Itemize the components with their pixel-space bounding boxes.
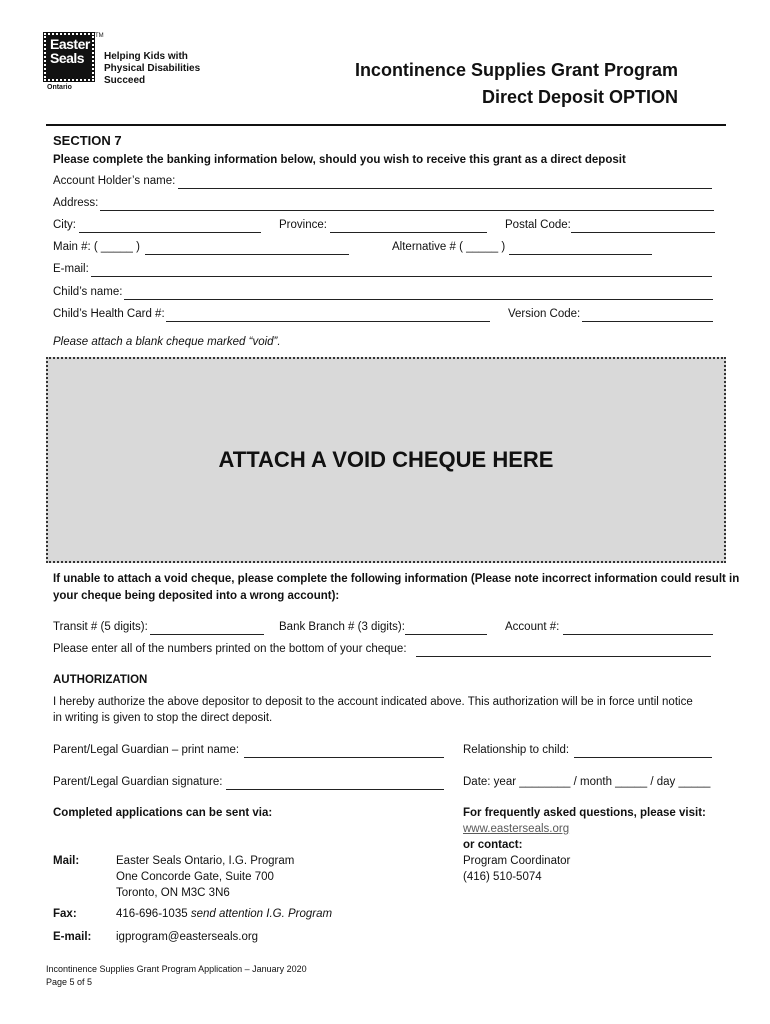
all-numbers-field[interactable]	[416, 656, 711, 657]
province-field[interactable]	[330, 232, 487, 233]
void-cheque-label: ATTACH A VOID CHEQUE HERE	[218, 447, 554, 472]
version-code-field[interactable]	[582, 321, 713, 322]
logo-line1: Easter	[50, 36, 90, 52]
section-heading: SECTION 7	[53, 133, 122, 148]
all-numbers-label: Please enter all of the numbers printed on the bottom of your cheque:	[53, 643, 407, 655]
tagline-line3: Succeed	[104, 75, 146, 86]
email-field[interactable]	[91, 276, 712, 277]
authorization-text-2: in writing is given to stop the direct deposit.	[53, 712, 273, 724]
relationship-field[interactable]	[574, 757, 712, 758]
child-name-label: Child’s name:	[53, 286, 123, 298]
fax-number: 416-696-1035	[116, 908, 188, 920]
guardian-print-label: Parent/Legal Guardian – print name:	[53, 744, 240, 756]
child-name-field[interactable]	[124, 299, 713, 300]
void-alt-instruction-1: If unable to attach a void cheque, please complete the following information (Please note incorrect information could result in	[53, 573, 740, 585]
alt-phone-field[interactable]	[509, 254, 652, 255]
mail-label: Mail:	[53, 855, 80, 867]
coordinator-phone: (416) 510-5074	[463, 871, 542, 883]
address-label: Address:	[53, 197, 99, 209]
mail-line3: Toronto, ON M3C 3N6	[116, 887, 230, 899]
email-address: igprogram@easterseals.org	[116, 931, 259, 943]
authorization-heading: AUTHORIZATION	[53, 674, 148, 686]
account-holder-label: Account Holder’s name:	[53, 175, 176, 187]
or-contact: or contact:	[463, 839, 523, 851]
page-subtitle: Direct Deposit OPTION	[481, 87, 678, 107]
fax-line	[116, 908, 332, 920]
mail-line2: One Concorde Gate, Suite 700	[116, 871, 274, 883]
guardian-signature-field[interactable]	[226, 789, 444, 790]
main-phone-field[interactable]	[145, 254, 349, 255]
transit-label: Transit # (5 digits):	[53, 621, 148, 633]
address-field[interactable]	[100, 210, 714, 211]
attach-note: Please attach a blank cheque marked “void”.	[53, 336, 281, 348]
account-label: Account #:	[505, 621, 560, 633]
mail-line1: Easter Seals Ontario, I.G. Program	[116, 855, 295, 867]
logo-region: Ontario	[47, 84, 72, 91]
main-phone-label: Main #: ( _____ )	[53, 241, 140, 253]
trademark-mark: TM	[95, 33, 104, 39]
faq-text: For frequently asked questions, please visit:	[463, 807, 706, 819]
alt-phone-label: Alternative # ( _____ )	[392, 241, 506, 253]
account-field[interactable]	[563, 634, 713, 635]
tagline	[104, 51, 200, 87]
website-link[interactable]: www.easterseals.org	[463, 823, 570, 835]
easter-seals-logo	[44, 33, 94, 81]
authorization-text-1: I hereby authorize the above depositor to deposit to the account indicated above. This authorization will be in force until notice	[53, 696, 693, 708]
city-label: City:	[53, 219, 76, 231]
fax-label: Fax:	[53, 908, 77, 920]
branch-field[interactable]	[405, 634, 487, 635]
fax-note: send attention I.G. Program	[190, 908, 333, 920]
footer-page: Page 5 of 5	[46, 977, 93, 987]
void-alt-instruction-2: your cheque being deposited into a wrong account):	[53, 590, 340, 602]
province-label: Province:	[279, 219, 327, 231]
postal-code-label: Postal Code:	[505, 219, 571, 231]
void-cheque-area	[46, 357, 726, 563]
header-divider	[46, 124, 726, 126]
transit-field[interactable]	[150, 634, 264, 635]
tagline-line2: Physical Disabilities	[104, 63, 201, 74]
page-title: Incontinence Supplies Grant Program	[354, 60, 678, 80]
date-label: Date: year ________ / month _____ / day _____	[463, 776, 711, 788]
guardian-signature-label: Parent/Legal Guardian signature:	[53, 776, 223, 788]
email-contact-label: E-mail:	[53, 931, 92, 943]
tagline-line1: Helping Kids with	[104, 51, 188, 62]
logo-line2: Seals	[50, 50, 85, 66]
health-card-label: Child’s Health Card #:	[53, 308, 165, 320]
section-instruction: Please complete the banking information below, should you wish to receive this grant as a direct deposit	[53, 154, 626, 166]
account-holder-field[interactable]	[178, 188, 712, 189]
health-card-field[interactable]	[166, 321, 490, 322]
coordinator: Program Coordinator	[463, 855, 571, 867]
sent-via-heading: Completed applications can be sent via:	[53, 807, 273, 819]
version-code-label: Version Code:	[508, 308, 581, 320]
relationship-label: Relationship to child:	[463, 744, 570, 756]
guardian-print-field[interactable]	[244, 757, 444, 758]
email-label: E-mail:	[53, 263, 89, 275]
postal-code-field[interactable]	[571, 232, 715, 233]
branch-label: Bank Branch # (3 digits):	[279, 621, 405, 633]
logo-wordmark	[50, 37, 90, 65]
footer-line1: Incontinence Supplies Grant Program Application – January 2020	[46, 964, 307, 974]
city-field[interactable]	[79, 232, 261, 233]
